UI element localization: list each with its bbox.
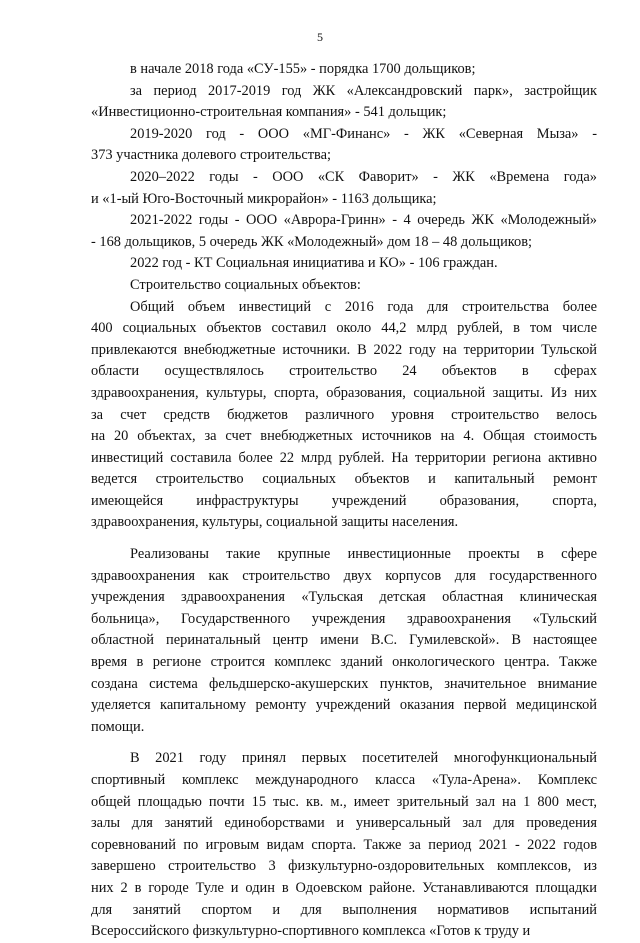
text-line: завершено строительство 3 физкультурно-оздоровительных комплексов, из (91, 858, 597, 875)
text-line: Общий объем инвестиций с 2016 года для строительства более (130, 298, 597, 315)
text-line: учреждения здравоохранения «Тульская детская областная клиническая (91, 589, 597, 606)
text-line: 2021-2022 годы - ООО «Аврора-Гринн» - 4 очередь ЖК «Молодежный» (130, 212, 597, 229)
paragraph (91, 275, 597, 297)
text-line: залы для занятий единоборствами и универсальный зал для проведения (91, 815, 597, 832)
text-line: здравоохранения, культуры, социальной защиты населения. (91, 514, 459, 531)
text-line: помощи. (91, 718, 145, 735)
text-line: имеющейся инфраструктуры учреждений образования, спорта, (91, 492, 597, 509)
paragraph (91, 124, 597, 167)
text-line: «Инвестиционно-строительная компания» - 541 дольщик; (91, 104, 447, 121)
text-line: создана система фельдшерско-акушерских пунктов, значительное внимание (91, 675, 597, 692)
text-line: них 2 в городе Туле и один в Одоевском районе. Устанавливаются площадки (91, 879, 597, 896)
text-line: - 168 дольщиков, 5 очередь ЖК «Молодежный» дом 18 – 48 дольщиков; (91, 233, 533, 250)
text-line: спортивный комплекс международного класса «Тула-Арена». Комплекс (91, 772, 597, 788)
paragraph (91, 59, 597, 81)
text-line: 2022 год - КТ Социальная инициатива и КО» - 106 граждан. (130, 255, 498, 272)
paragraph (91, 167, 597, 210)
text-line: за период 2017-2019 год ЖК «Александровский парк», застройщик (130, 82, 597, 99)
text-line: 373 участника долевого строительства; (91, 147, 331, 164)
text-line: областной перинатальный центр имени В.С. Гумилевской». В настоящее (91, 632, 597, 649)
text-line: привлекаются внебюджетные источники. В 2022 году на территории Тульской (91, 341, 597, 358)
text-line: области осуществлялось строительство 24 объектов в сферах (91, 363, 597, 380)
text-line: ведется строительство социальных объектов и капитальный ремонт (91, 471, 597, 488)
text-line: 2020–2022 годы - ООО «СК Фаворит» - ЖК «Времена года» (130, 168, 597, 185)
text-line: общей площадью почти 15 тыс. кв. м., имеет зрительный зал на 1 800 мест, (91, 793, 597, 810)
text-line: для занятий спортом и для выполнения нормативов испытаний (91, 901, 597, 918)
text-line: здравоохранения как строительство двух корпусов для государственного (91, 567, 597, 584)
text-line: соревнований по игровым видам спорта. Также за период 2021 - 2022 годов (91, 836, 597, 853)
text-line: В 2021 году принял первых посетителей многофункциональный (130, 750, 597, 767)
text-line: 400 социальных объектов составил около 44,2 млрд рублей, в том числе (91, 320, 597, 337)
text-line: Реализованы такие крупные инвестиционные проекты в сфере (130, 546, 597, 563)
text-line: 2019-2020 год - ООО «МГ-Финанс» - ЖК «Северная Мыза» - (130, 125, 597, 142)
paragraph (91, 253, 597, 275)
text-line: больница», Государственного учреждения здравоохранения «Тульский (91, 610, 597, 627)
paragraph (91, 544, 597, 738)
text-line: и «1-ый Юго-Восточный микрорайон» - 1163 дольщика; (91, 190, 437, 207)
paragraph (91, 748, 597, 942)
text-line: инвестиций составила более 22 млрд рублей. На территории региона активно (91, 449, 597, 466)
text-line: Всероссийского физкультурно-спортивного комплекса «Готов к труду и (91, 923, 531, 940)
page-number: 5 (317, 30, 323, 44)
text-line: на 20 объектах, за счет внебюджетных источников на 4. Общая стоимость (91, 428, 597, 445)
text-line: в начале 2018 года «СУ-155» - порядка 1700 дольщиков; (130, 61, 476, 77)
text-line: время в регионе строится комплекс зданий онкологического центра. Также (91, 654, 597, 671)
text-line: Строительство социальных объектов: (130, 276, 361, 293)
paragraph (91, 81, 597, 124)
text-line: здравоохранения, культуры, спорта, образования, социальной защиты. Из них (91, 384, 597, 401)
paragraph (91, 210, 597, 253)
text-line: за счет средств бюджетов различного уровня строительство велось (91, 406, 597, 423)
document-body (91, 59, 597, 943)
paragraph (91, 297, 597, 535)
text-line: уделяется капитальному ремонту учреждений оказания первой медицинской (91, 697, 597, 714)
